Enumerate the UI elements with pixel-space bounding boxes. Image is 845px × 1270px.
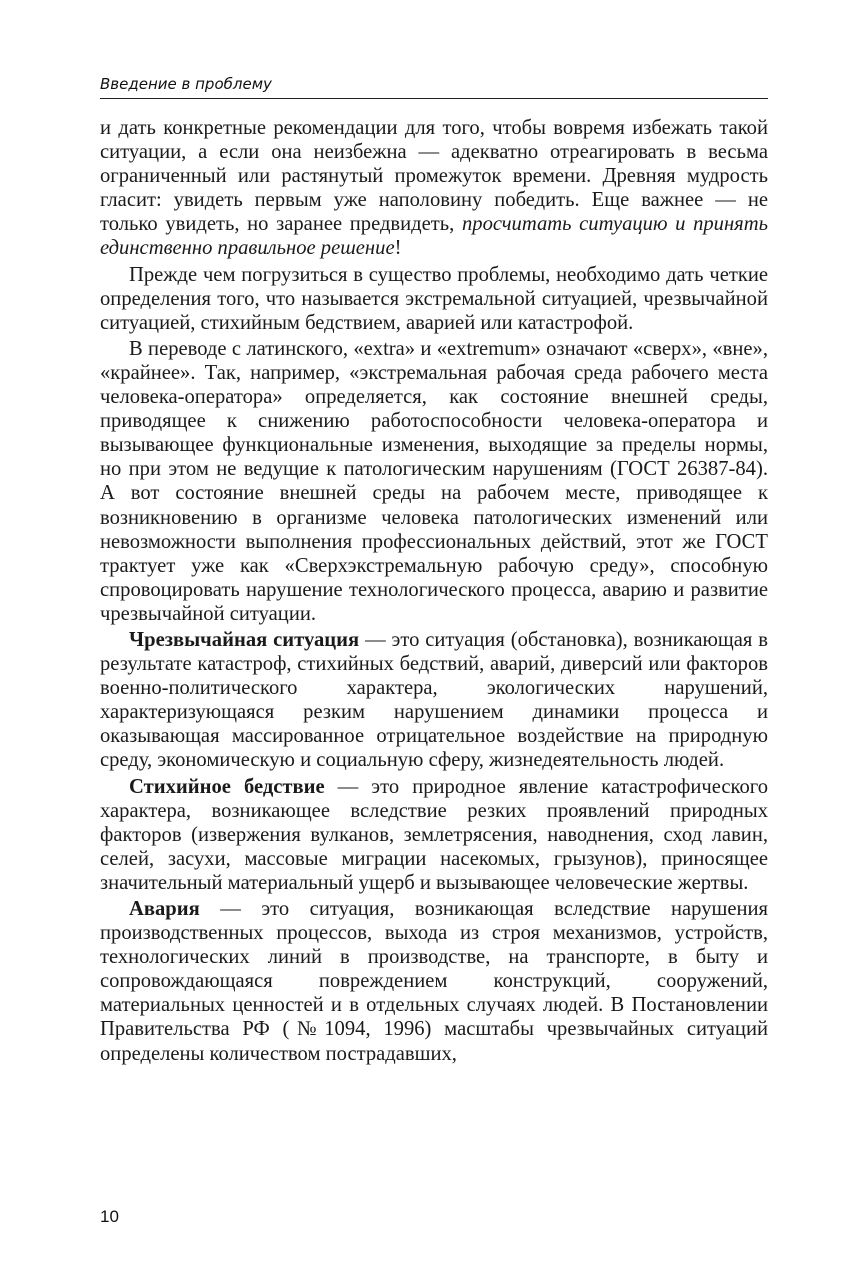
paragraph-text: В переводе с латинского, «extra» и «extremum» означают «сверх», «вне», «крайнее». Так, например, «экстремальная рабочая среда рабочего места человека-оператора» определяется, как состояние внешней среды, приводящее к снижению работоспособности человека-оператора и вызывающее функциональные изменения, выходящие за пределы нормы, но при этом не ведущие к патологическим нарушениям (ГОСТ 26387-84). А вот состояние внешней среды на рабочем месте, приводящее к возникновению в организме человека патологических изменений или невозможности выполнения профессиональных действий, этот же ГОСТ трактует уже как «Сверхэкстремальную рабочую среду», способную спровоцировать нарушение технологического процесса, аварию и развитие чрезвычайной ситуации.: [100, 337, 768, 625]
paragraph-text: — это природное явление катастрофического характера, возникающее вследствие резких проявлений природных факторов (извержения вулканов, землетрясения, наводнения, сход лавин, селей, засухи, массовые миграции насекомых, грызунов), приносящее значительный материальный ущерб и вызывающее человеческие жертвы.: [100, 775, 768, 894]
paragraph-disaster-definition: [100, 775, 768, 895]
italic-emphasis: просчитать ситуацию и принять единственно правильное решение: [100, 213, 768, 260]
paragraph-definitions-intro: [100, 263, 768, 335]
term-natural-disaster: Стихийное бедствие: [129, 775, 325, 798]
term-emergency: Чрезвычайная ситуация: [129, 628, 360, 651]
paragraph-tail: !: [394, 237, 402, 260]
running-header: Введение в проблему: [100, 75, 272, 93]
paragraph-continuation: [100, 116, 768, 261]
paragraph-text: — это ситуация, возникающая вследствие нарушения производственных процессов, выхода из строя механизмов, устройств, технологических линий в производстве, на транспорте, в быту и сопровождающаяся повреждением конструкций, сооружений, материальных ценностей и в отдельных случаях людей. В Постановлении Правительства РФ (№1094, 1996) масштабы чрезвычайных ситуаций определены количеством пострадавших,: [100, 898, 768, 1065]
paragraph-extreme-etymology: [100, 337, 768, 626]
book-page: [100, 0, 768, 1270]
header-rule: [100, 98, 768, 99]
term-accident: Авария: [129, 898, 200, 920]
page-number: 10: [100, 1207, 119, 1226]
body-text: [100, 116, 768, 1068]
paragraph-emergency-definition: [100, 628, 768, 773]
paragraph-text: Прежде чем погрузиться в существо проблемы, необходимо дать четкие определения того, что называется экстремальной ситуацией, чрезвычайной ситуацией, стихийным бедствием, аварией или катастрофой.: [100, 263, 768, 334]
paragraph-accident-definition: [100, 897, 768, 1066]
paragraph-text: и дать конкретные рекомендации для того, чтобы вовремя избежать такой ситуации, а если она неизбежна — адекватно отреагировать в весьма ограниченный или растянутый промежуток времени. Древняя мудрость гласит: увидеть первым уже наполовину победить. Еще важнее — не только увидеть, но заранее предвидеть,: [100, 117, 768, 236]
paragraph-text: — это ситуация (обстановка), возникающая в результате катастроф, стихийных бедствий, аварий, диверсий или факторов военно-политического характера, экологических нарушений, характеризующаяся резким нарушением динамики процесса и оказывающая массированное отрицательное воздействие на природную среду, экономическую и социальную сферу, жизнедеятельность людей.: [100, 628, 768, 772]
